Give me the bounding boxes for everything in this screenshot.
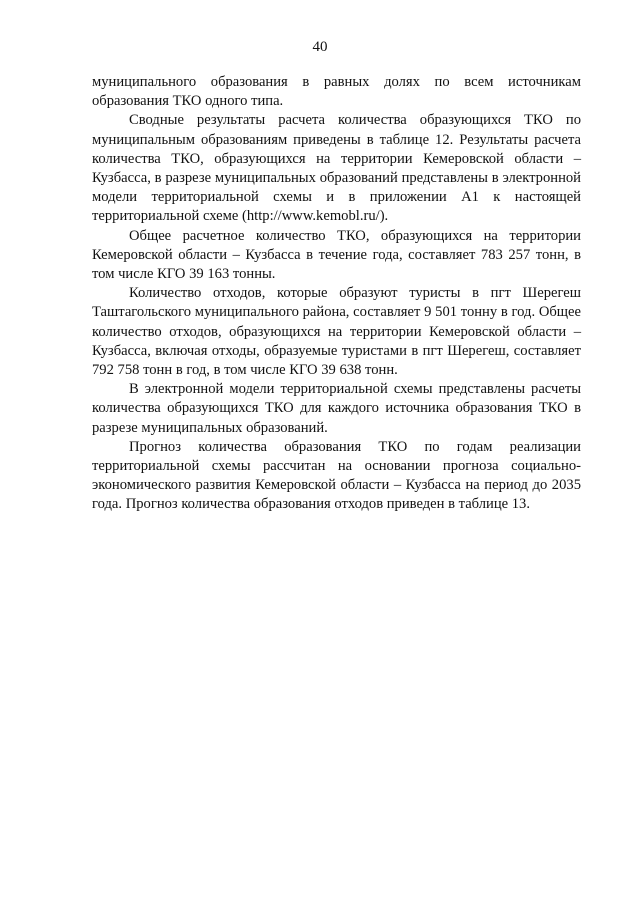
paragraph-total-amount: Общее расчетное количество ТКО, образующихся на территории Кемеровской области – Кузбасса в течение года, составляет 783 257 тонн, в том числе КГО 39 163 тонны. (92, 227, 581, 283)
paragraph-summary-results: Сводные результаты расчета количества образующихся ТКО по муниципальным образованиям приведены в таблице 12. Результаты расчета количества ТКО, образующихся на территории Кемеровской области – Кузбасса, в разрезе муниципальных образований представлены в электронной модели территориальной схемы и в приложении А1 к настоящей территориальной схеме (http://www.kemobl.ru/). (92, 112, 581, 225)
page-number: 40 (312, 39, 328, 55)
paragraph-tourists-waste: Количество отходов, которые образуют туристы в пгт Шерегеш Таштагольского муниципального района, составляет 9 501 тонну в год. Общее количество отходов, образующихся на территории Кемеровской области – Кузбасса, включая отходы, образуемые туристами в пгт Шерегеш, составляет 792 758 тонн в год, в том числе КГО 39 638 тонн. (92, 285, 581, 379)
document-body (92, 73, 581, 515)
paragraph-continuation: муниципального образования в равных долях по всем источникам образования ТКО одного типа. (92, 74, 581, 110)
paragraph-electronic-model: В электронной модели территориальной схемы представлены расчеты количества образующихся ТКО для каждого источника образования ТКО в разрезе муниципальных образований. (92, 381, 581, 436)
paragraph-forecast: Прогноз количества образования ТКО по годам реализации территориальной схемы рассчитан на основании прогноза социально-экономического развития Кемеровской области – Кузбасса на период до 2035 года. Прогноз количества образования отходов приведен в таблице 13. (92, 438, 581, 513)
